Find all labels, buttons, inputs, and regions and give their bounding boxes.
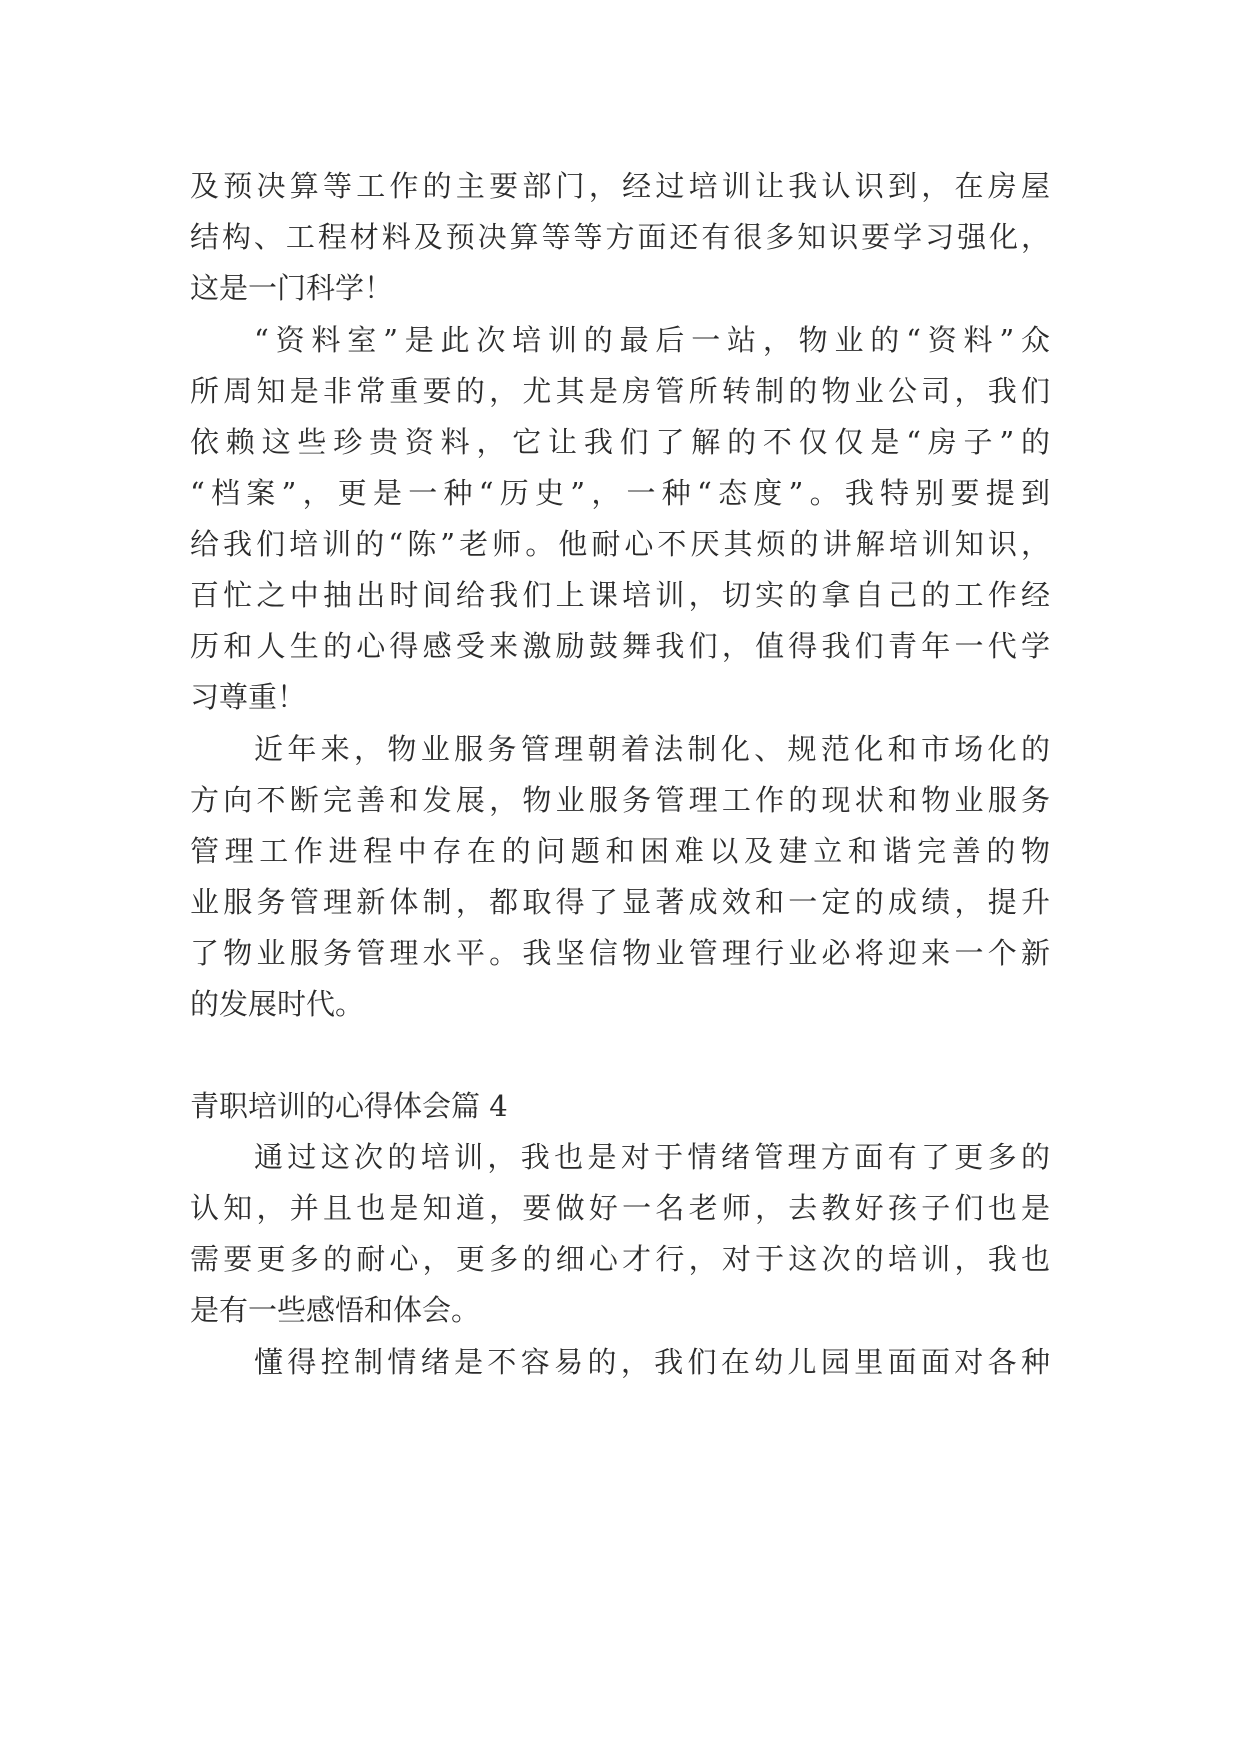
paragraph-1-line-3: 这是一门科学！	[190, 271, 394, 305]
paragraph-2-line-2: 所周知是非常重要的，尤其是房管所转制的物业公司，我们	[190, 374, 1050, 408]
paragraph-1-line-1: 及预决算等工作的主要部门，经过培训让我认识到，在房屋	[190, 169, 1050, 203]
paragraph-4-line-2: 认知，并且也是知道，要做好一名老师，去教好孩子们也是	[190, 1191, 1050, 1225]
paragraph-4-line-4: 是有一些感悟和体会。	[190, 1293, 481, 1327]
paragraph-3-line-2: 方向不断完善和发展，物业服务管理工作的现状和物业服务	[190, 783, 1050, 817]
paragraph-2-line-7: 历和人生的心得感受来激励鼓舞我们，值得我们青年一代学	[190, 629, 1050, 663]
paragraph-5-line-1: 懂得控制情绪是不容易的，我们在幼儿园里面面对各种	[254, 1345, 1050, 1379]
paragraph-2-line-1: “资料室”是此次培训的最后一站，物业的“资料”众	[254, 323, 1050, 357]
paragraph-3-line-1: 近年来，物业服务管理朝着法制化、规范化和市场化的	[254, 732, 1050, 766]
section-heading: 青职培训的心得体会篇 4	[190, 1089, 508, 1123]
paragraph-4-line-3: 需要更多的耐心，更多的细心才行，对于这次的培训，我也	[190, 1242, 1050, 1276]
paragraph-2-line-8: 习尊重！	[190, 680, 307, 714]
paragraph-1-line-2: 结构、工程材料及预决算等等方面还有很多知识要学习强化，	[190, 220, 1050, 254]
paragraph-3-line-6: 的发展时代。	[190, 987, 365, 1021]
paragraph-4-line-1: 通过这次的培训，我也是对于情绪管理方面有了更多的	[254, 1140, 1050, 1174]
paragraph-3-line-4: 业服务管理新体制，都取得了显著成效和一定的成绩，提升	[190, 885, 1050, 919]
paragraph-2-line-4: “档案”，更是一种“历史”，一种“态度”。我特别要提到	[190, 476, 1050, 510]
paragraph-2-line-3: 依赖这些珍贵资料，它让我们了解的不仅仅是“房子”的	[190, 425, 1050, 459]
paragraph-2-line-6: 百忙之中抽出时间给我们上课培训，切实的拿自己的工作经	[190, 578, 1050, 612]
paragraph-3-line-5: 了物业服务管理水平。我坚信物业管理行业必将迎来一个新	[190, 936, 1050, 970]
paragraph-2-line-5: 给我们培训的“陈”老师。他耐心不厌其烦的讲解培训知识，	[190, 527, 1050, 561]
paragraph-3-line-3: 管理工作进程中存在的问题和困难以及建立和谐完善的物	[190, 834, 1050, 868]
